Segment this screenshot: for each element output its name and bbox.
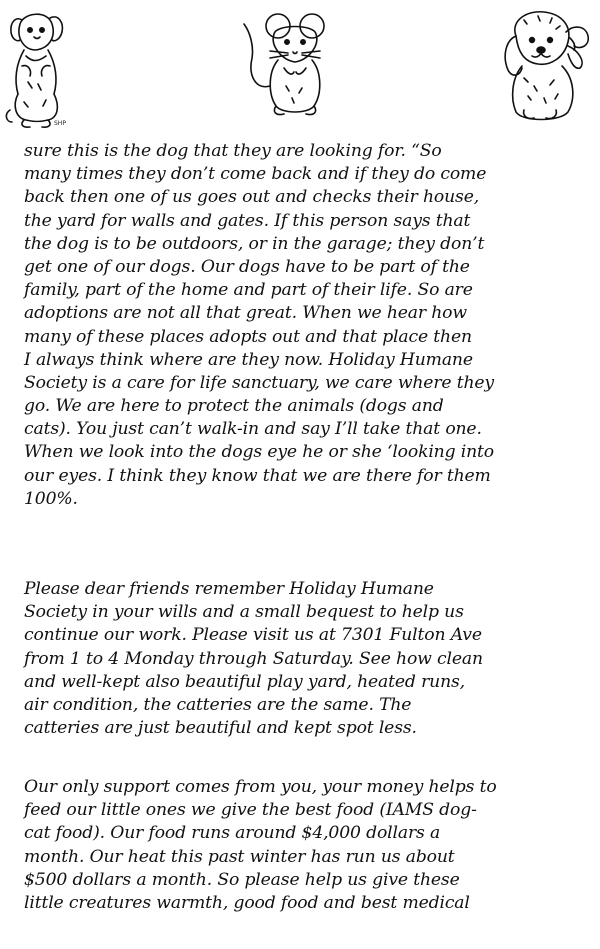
text-line: sure this is the dog that they are looking for. “So <box>24 141 442 161</box>
paragraph-support <box>24 776 592 915</box>
text-line: our eyes. I think they know that we are there for them <box>24 465 491 486</box>
text-line: $500 dollars a month. So please help us give these <box>24 869 460 890</box>
text-line: little creatures warmth, good food and best medical <box>24 892 470 913</box>
text-line: catteries are just beautiful and kept spot less. <box>24 718 417 739</box>
text-line: When we look into the dogs eye he or she ‘looking into <box>24 442 494 463</box>
text-line: and well-kept also beautiful play yard, heated runs, <box>24 671 465 692</box>
text-line: Our only support comes from you, your money helps to <box>24 777 497 797</box>
text-line: I always think where are they now. Holiday Humane <box>24 349 473 370</box>
text-line: feed our little ones we give the best food (IAMS dog- <box>24 800 477 821</box>
text-line: from 1 to 4 Monday through Saturday. See how clean <box>24 648 483 669</box>
dog-begging-icon <box>2 6 72 130</box>
paragraph-adoption <box>24 140 592 511</box>
text-line: cat food). Our food runs around $4,000 dollars a <box>24 823 441 844</box>
text-line: adoptions are not all that great. When we hear how <box>24 303 467 324</box>
puppy-with-bow-icon <box>494 6 594 126</box>
text-line: back then one of us goes out and checks their house, <box>24 187 480 208</box>
mouse-icon <box>234 6 344 120</box>
text-line: go. We are here to protect the animals (dogs and <box>24 396 444 417</box>
text-line: many times they don’t come back and if they do come <box>24 164 487 185</box>
text-line: month. Our heat this past winter has run us about <box>24 846 455 867</box>
text-line: get one of our dogs. Our dogs have to be part of the <box>24 256 470 277</box>
text-line: family, part of the home and part of their life. So are <box>24 280 473 301</box>
text-line: the dog is to be outdoors, or in the garage; they don’t <box>24 233 485 254</box>
text-line: Society in your wills and a small bequest to help us <box>24 602 464 623</box>
text-line: Please dear friends remember Holiday Humane <box>24 579 434 599</box>
text-line: cats). You just can’t walk-in and say I’ll take that one. <box>24 419 482 440</box>
text-line: continue our work. Please visit us at 7301 Fulton Ave <box>24 625 482 646</box>
text-line: the yard for walls and gates. If this person says that <box>24 210 471 231</box>
artist-signature: SHP <box>54 120 66 127</box>
text-line: many of these places adopts out and that place then <box>24 326 472 347</box>
text-line: Society is a care for life sanctuary, we care where they <box>24 372 494 393</box>
text-line: 100%. <box>24 488 78 509</box>
paragraph-bequest <box>24 578 592 740</box>
text-line: air condition, the catteries are the same. The <box>24 694 412 715</box>
